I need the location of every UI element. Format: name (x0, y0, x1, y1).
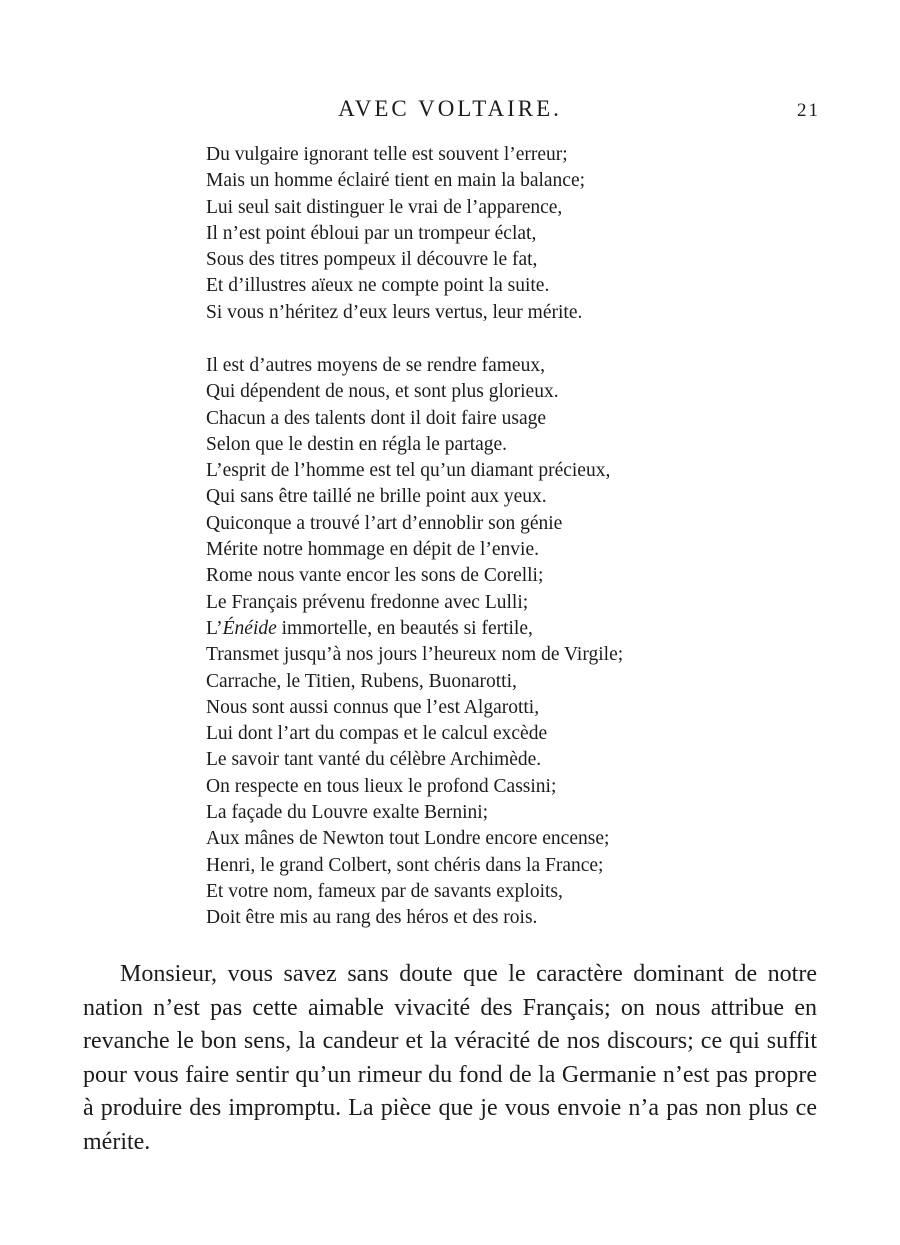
verse-line: Qui sans être taillé ne brille point aux yeux. (206, 486, 547, 508)
verse-line: Et d’illustres aïeux ne compte point la suite. (206, 275, 550, 297)
eneide-suffix: immortelle, en beautés si fertile, (276, 617, 533, 639)
verse-line: Rome nous vante encor les sons de Corelli; (206, 565, 544, 587)
verse-line: Lui dont l’art du compas et le calcul excède (206, 723, 548, 745)
verse-line: La façade du Louvre exalte Bernini; (206, 802, 489, 824)
verse-line: On respecte en tous lieux le profond Cassini; (206, 775, 557, 797)
verse-line: Et votre nom, fameux par de savants exploits, (206, 880, 563, 902)
running-head (0, 96, 900, 126)
verse-line: Il est d’autres moyens de se rendre fameux, (206, 355, 545, 376)
verse-line: Il n’est point ébloui par un trompeur éclat, (206, 222, 537, 244)
eneide-prefix: L’ (206, 617, 223, 639)
verse-line: Carrache, le Titien, Rubens, Buonarotti, (206, 670, 517, 692)
verse-line-eneide (206, 616, 826, 642)
verse-line: L’esprit de l’homme est tel qu’un diamant précieux, (206, 460, 611, 482)
verse-line: Le Français prévenu fredonne avec Lulli; (206, 591, 529, 613)
verse-line: Chacun a des talents dont il doit faire usage (206, 407, 547, 429)
verse-line: Doit être mis au rang des héros et des rois. (206, 907, 538, 929)
verse-line: Qui dépendent de nous, et sont plus glorieux. (206, 381, 559, 403)
prose-paragraph: Monsieur, vous savez sans doute que le caractère dominant de notre nation n’est pas cette aimable vivacité des Français; on nous attribue en revanche le bon sens, la candeur et la véracité de nos discours; ce qui suffit pour vous faire sentir qu’un rimeur du fond de la Germanie n’est pas propre à produire des impromptu. La pièce que je vous envoie n’a pas non plus ce mérite. (83, 961, 817, 1155)
verse-line: Mais un homme éclairé tient en main la balance; (206, 170, 586, 192)
verse-line: Henri, le grand Colbert, sont chéris dans la France; (206, 854, 604, 876)
verse-line: Sous des titres pompeux il découvre le fat, (206, 249, 538, 271)
verse-line: Si vous n’héritez d’eux leurs vertus, leur mérite. (206, 301, 583, 323)
page-number: 21 (797, 100, 820, 121)
verse-line: Le savoir tant vanté du célèbre Archimède. (206, 749, 542, 771)
verse-line: Quiconque a trouvé l’art d’ennoblir son génie (206, 512, 563, 534)
verse-line: Mérite notre hommage en dépit de l’envie. (206, 539, 540, 561)
verse-line: Transmet jusqu’à nos jours l’heureux nom de Virgile; (206, 644, 624, 666)
poem-stanza-2 (206, 353, 826, 932)
eneide-title: Énéide (222, 617, 277, 639)
verse-line: Selon que le destin en régla le partage. (206, 433, 508, 455)
verse-line: Aux mânes de Newton tout Londre encore encense; (206, 828, 610, 850)
running-title: AVEC VOLTAIRE. (338, 96, 562, 121)
poem-stanza-1 (206, 142, 826, 326)
verse-line: Lui seul sait distinguer le vrai de l’apparence, (206, 196, 563, 218)
verse-line: Nous sont aussi connus que l’est Algarotti, (206, 696, 540, 718)
verse-line: Du vulgaire ignorant telle est souvent l’erreur; (206, 144, 568, 165)
